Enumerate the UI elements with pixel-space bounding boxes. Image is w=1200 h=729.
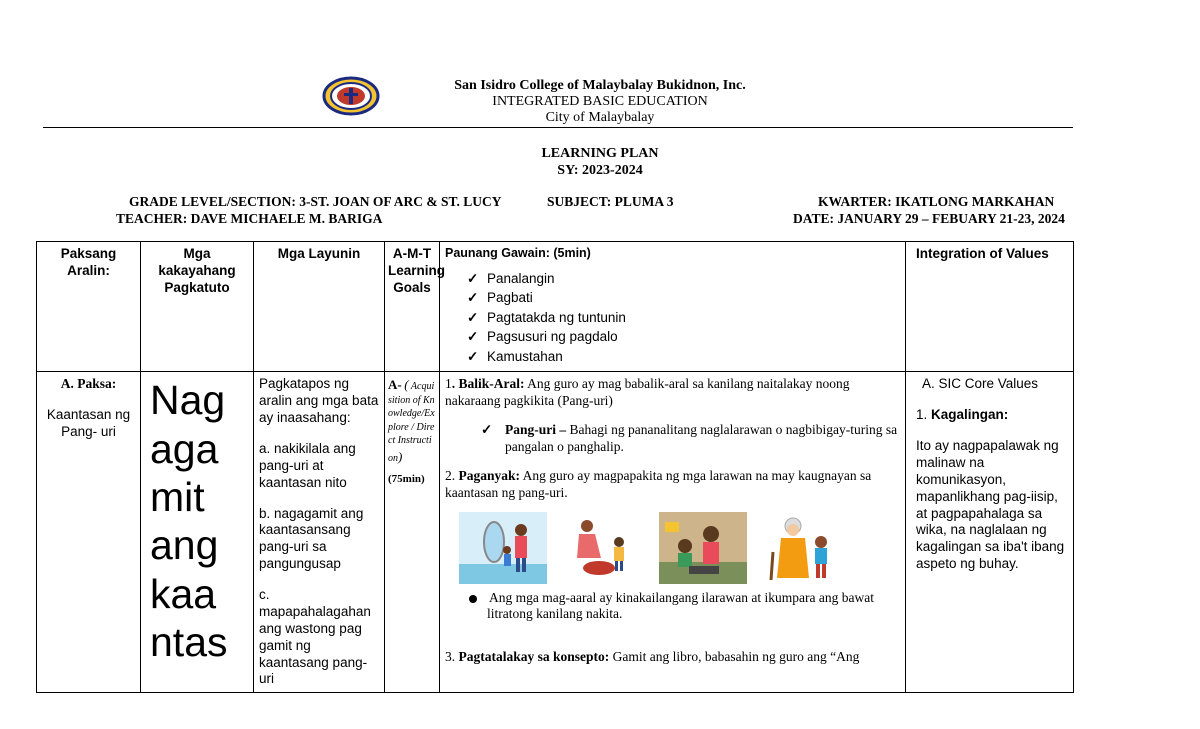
preliminary-cell — [440, 242, 906, 372]
activity-motivation: 2. Paganyak: Ang guro ay magpapakita ng mga larawan na may kaugnayan sa kaantasan ng pang-uri. — [445, 467, 872, 500]
learning-plan-table — [36, 241, 1074, 693]
objective-item: a. nakikilala ang pang-uri at kaantasan nito — [259, 440, 356, 490]
competency-line: aga — [150, 425, 219, 472]
amt-letter: A- — [388, 377, 402, 393]
list-item: ✓ Panalangin — [467, 270, 555, 286]
comparison-pictures — [459, 512, 900, 584]
list-item: ✓ Kamustahan — [467, 348, 563, 364]
definition-item: ✓ Pang-uri – Bahagi ng pananalitang naglalarawan o nagbibigay-turing sa pangalan o panghalip. — [481, 422, 898, 454]
list-item: ✓ Pagtatakda ng tuntunin — [467, 309, 626, 325]
objectives-intro: Pagkatapos ng aralin ang mga bata ay inaasahang: — [259, 376, 379, 426]
department: INTEGRATED BASIC EDUCATION — [492, 94, 708, 109]
header-objectives: Mga Layunin — [254, 242, 385, 372]
values-title: 1. Kagalingan: — [916, 407, 1009, 423]
check-icon: ✓ — [467, 348, 479, 364]
city: City of Malaybalay — [545, 110, 655, 125]
values-cell — [906, 372, 1074, 693]
objectives-cell — [254, 372, 385, 693]
grade-section: GRADE LEVEL/SECTION: 3-ST. JOAN OF ARC & ST. LUCY — [129, 194, 502, 209]
competency-line: mit — [150, 474, 205, 521]
header-competency: Mga kakayahang Pagkatuto — [141, 242, 254, 372]
values-text: Ito ay nagpapalawak ng malinaw na komunikasyon, mapanlikhang pag-iisip, at pagpapahalaga sa wika, na naglalaan ng kagalingan sa iba't ibang aspeto ng buhay. — [916, 438, 1065, 572]
check-icon: ✓ — [467, 290, 479, 306]
header-divider — [43, 127, 1073, 128]
objective-item: b. nagagamit ang kaantasansang pang-uri sa pangungusap — [259, 505, 364, 572]
school-name: San Isidro College of Malaybalay Bukidnon, Inc. — [454, 78, 746, 93]
objective-item: c. mapapahalagahan ang wastong pag gamit ng kaantasang pang-uri — [259, 587, 371, 687]
motivation-bullet: Ang mga mag-aaral ay kinakailangang ilarawan at ikumpara ang bawat litratong kanilang nakita. — [487, 590, 900, 624]
values-section: A. SIC Core Values — [922, 376, 1039, 392]
activity-review: 1. Balik-Aral: Ang guro ay mag babalik-aral sa kanilang naitalakay noong nakaraang pagkikita (Pang-uri) — [445, 376, 850, 409]
washing-picture — [559, 512, 647, 584]
activities-cell — [440, 372, 906, 693]
amt-cell — [385, 372, 440, 693]
teacher: TEACHER: DAVE MICHAELE M. BARIGA — [116, 211, 383, 226]
school-year: SY: 2023-2024 — [557, 163, 643, 178]
bullet-icon — [469, 595, 477, 603]
list-item: ✓ Pagbati — [467, 290, 533, 306]
table-header-row — [37, 242, 1074, 372]
school-seal-logo — [322, 76, 380, 116]
mirror-picture — [459, 512, 547, 584]
check-icon: ✓ — [467, 270, 479, 286]
activity-discussion: 3. Pagtatalakay sa konsepto: Gamit ang libro, babasahin ng guro ang “Ang — [445, 649, 860, 665]
check-icon: ✓ — [481, 422, 493, 438]
quarter: KWARTER: IKATLONG MARKAHAN — [818, 194, 1055, 209]
competency-cell — [141, 372, 254, 693]
competency-line: Nag — [150, 377, 226, 424]
check-icon: ✓ — [467, 309, 479, 325]
header-amt: A-M-T Learning Goals — [385, 242, 440, 372]
topic-text: Kaantasan ng Pang- uri — [46, 407, 131, 440]
date: DATE: JANUARY 29 – FEBUARY 21-23, 2024 — [793, 211, 1065, 226]
competency-line: ntas — [150, 619, 228, 666]
preliminary-checklist — [467, 270, 900, 366]
list-item: ✓ Pagsusuri ng pagdalo — [467, 329, 618, 345]
amt-paren-close: ) — [398, 448, 403, 464]
grandmother-picture — [759, 512, 847, 584]
amt-paren-open: ( — [404, 377, 409, 393]
header-preliminary: Paunang Gawain: (5min) — [445, 246, 591, 260]
plan-title: LEARNING PLAN — [541, 146, 659, 161]
amt-detail: Acquisition of Knowledge/Explore / Direct Instruction — [388, 381, 435, 464]
check-icon: ✓ — [467, 329, 479, 345]
table-row — [37, 372, 1074, 693]
header-topic: Paksang Aralin: — [37, 242, 141, 372]
topic-cell — [37, 372, 141, 693]
competency-line: ang — [150, 522, 219, 569]
header-values: Integration of Values — [906, 242, 1074, 372]
topic-label: A. Paksa: — [60, 376, 117, 392]
subject: SUBJECT: PLUMA 3 — [547, 194, 674, 209]
competency-line: kaa — [150, 570, 217, 617]
amt-time: (75min) — [388, 473, 425, 486]
kitchen-picture — [659, 512, 747, 584]
